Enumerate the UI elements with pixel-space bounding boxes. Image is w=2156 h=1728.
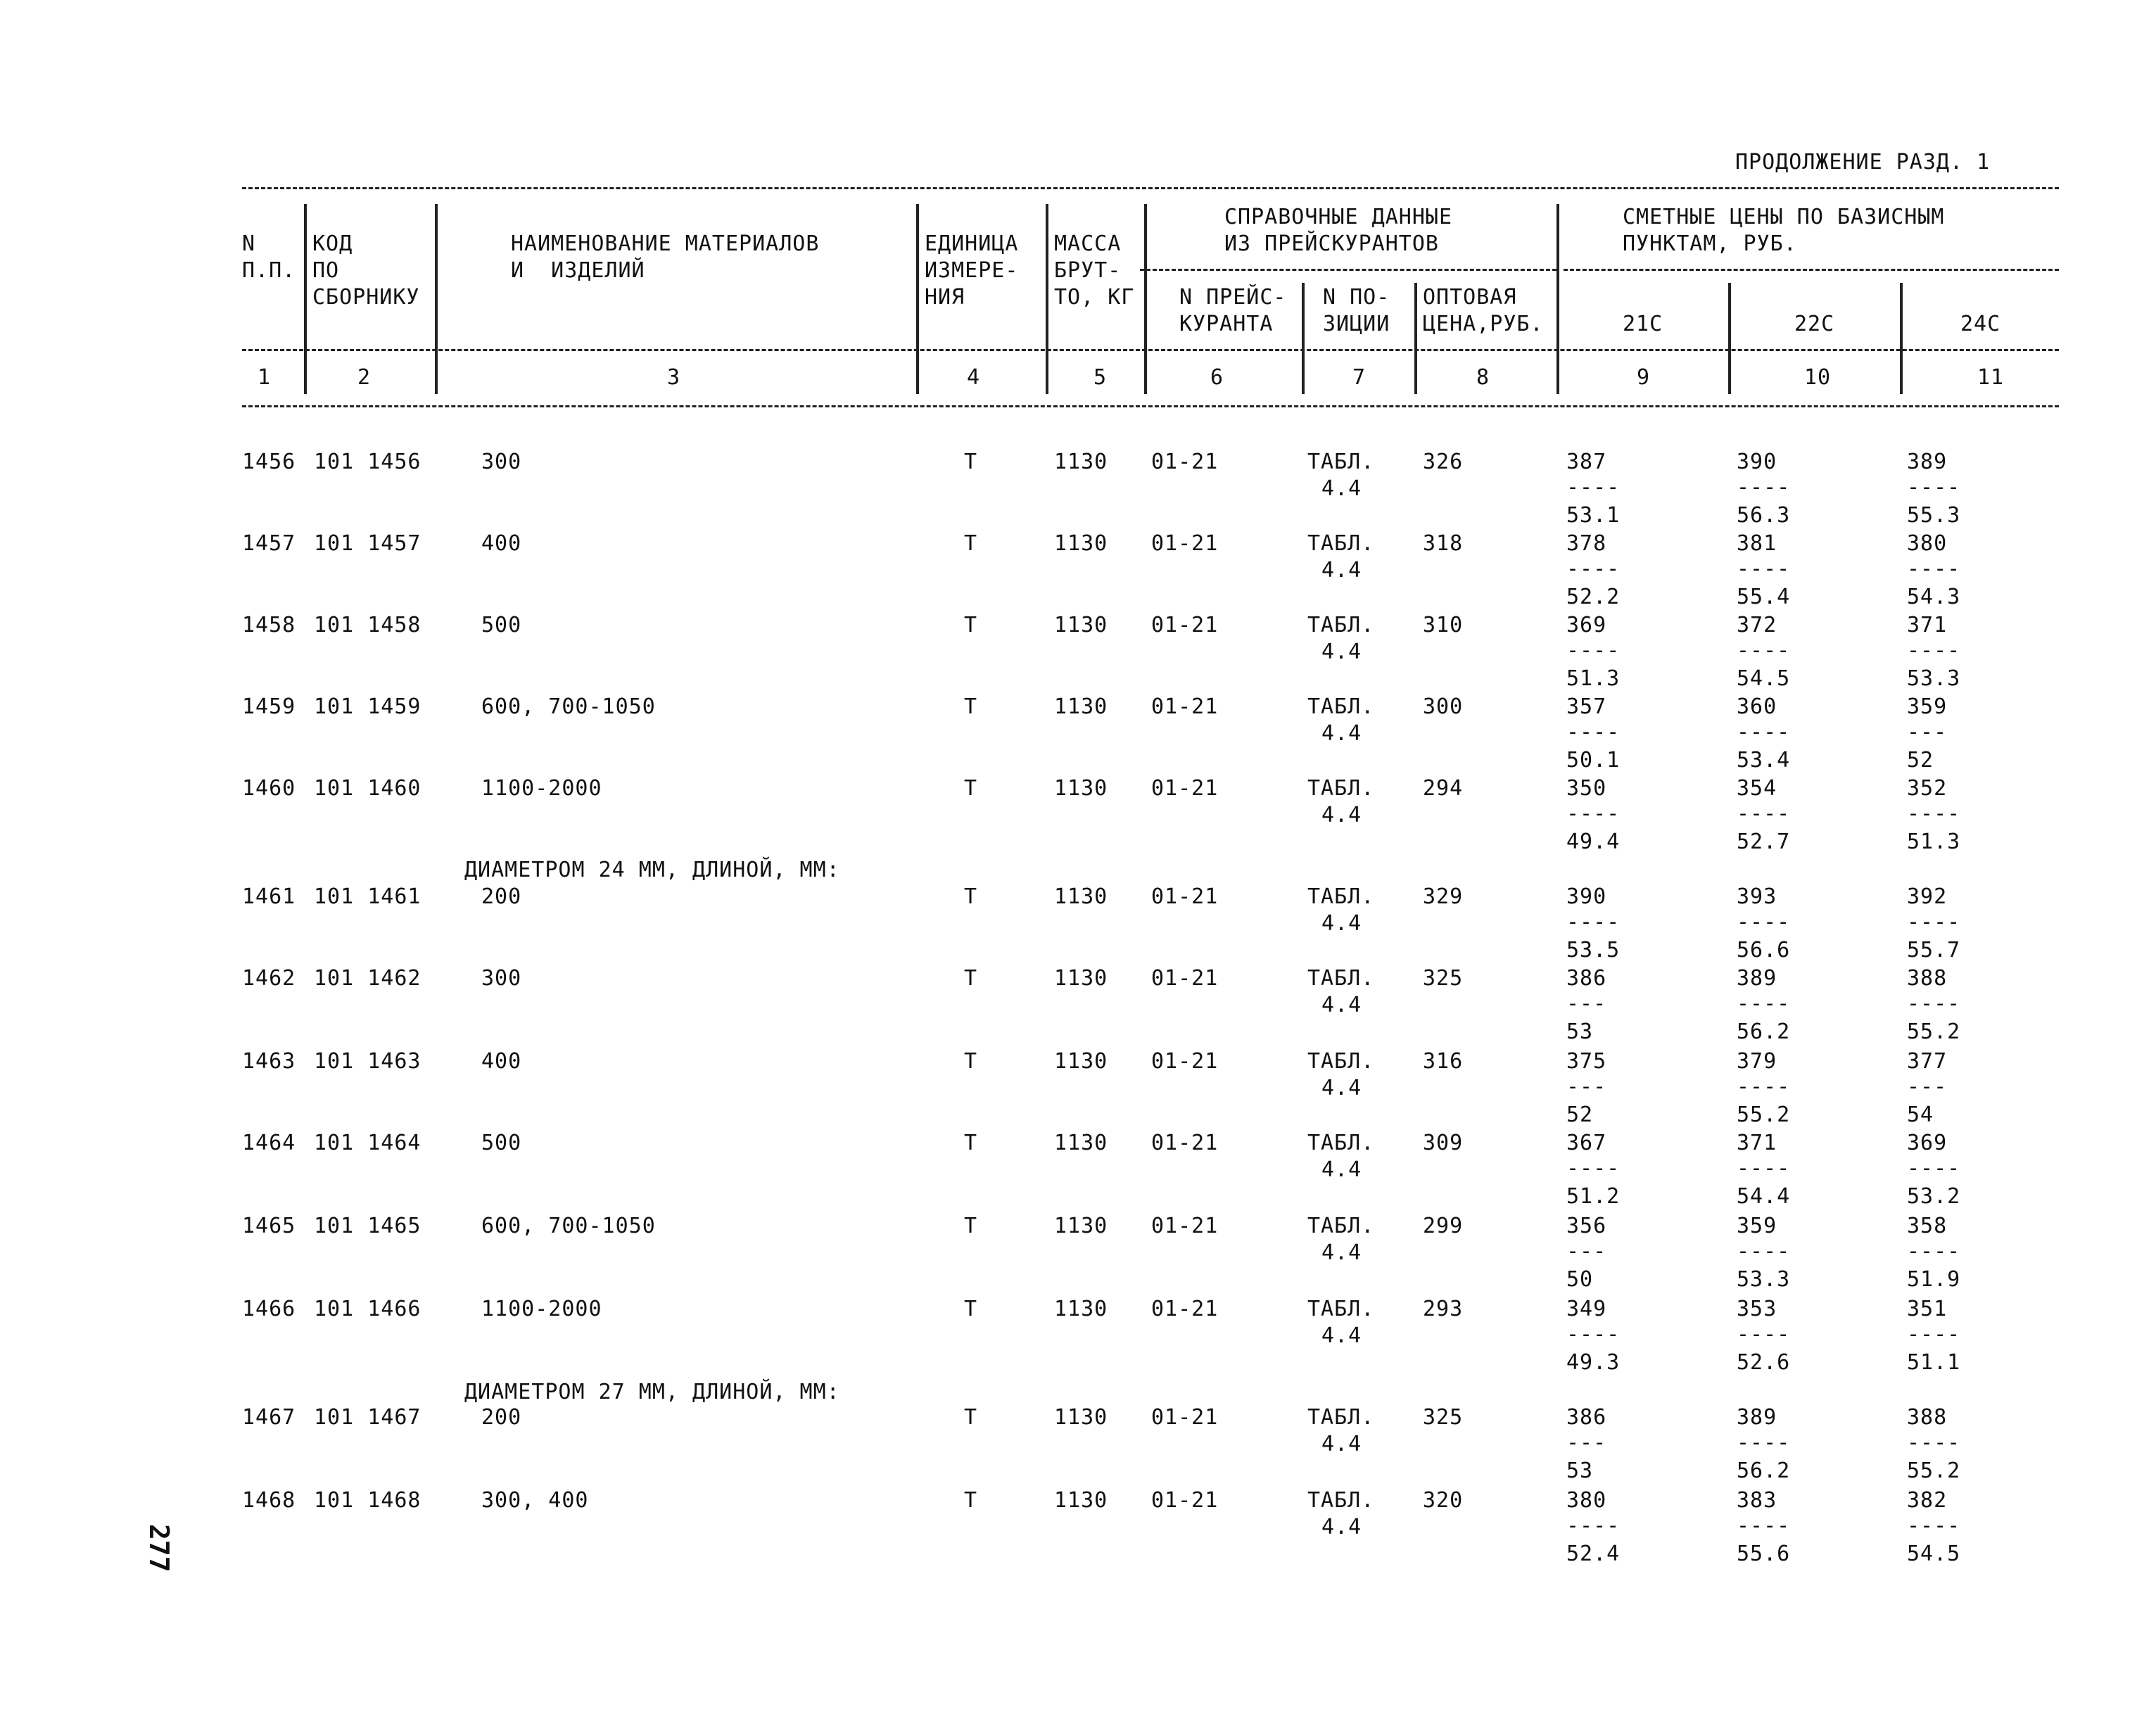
row-position: ТАБЛ. bbox=[1307, 450, 1375, 474]
row-name: 400 bbox=[481, 1049, 522, 1074]
row-divider-24c: ---- bbox=[1907, 991, 1961, 1016]
row-divider-21c: ---- bbox=[1566, 720, 1621, 744]
row-price-22c: 390 bbox=[1737, 450, 1777, 474]
row-position-table: 4.4 bbox=[1321, 993, 1362, 1017]
row-price-24c: 352 bbox=[1907, 776, 1948, 801]
row-freight-21c: 53.5 bbox=[1566, 938, 1621, 963]
row-code: 101 1464 bbox=[314, 1131, 421, 1155]
column-number-rule bbox=[242, 405, 2059, 407]
header-code: КОД bbox=[312, 231, 353, 256]
header-unit: ЕДИНИЦА bbox=[925, 231, 1019, 256]
row-price-21c: 349 bbox=[1566, 1297, 1607, 1321]
row-unit: Т bbox=[964, 450, 978, 474]
row-freight-24c: 54 bbox=[1907, 1103, 1934, 1127]
row-freight-21c: 52 bbox=[1566, 1103, 1594, 1127]
row-price-21c: 378 bbox=[1566, 531, 1607, 556]
row-price-21c: 390 bbox=[1566, 884, 1607, 909]
row-mass: 1130 bbox=[1054, 450, 1108, 474]
row-divider-21c: ---- bbox=[1566, 1322, 1621, 1347]
row-position-table: 4.4 bbox=[1321, 1240, 1362, 1265]
row-number: 1466 bbox=[242, 1297, 296, 1321]
row-divider-24c: ---- bbox=[1907, 638, 1961, 663]
row-mass: 1130 bbox=[1054, 694, 1108, 719]
row-position-table: 4.4 bbox=[1321, 640, 1362, 664]
row-freight-21c: 53.1 bbox=[1566, 503, 1621, 528]
row-price-21c: 356 bbox=[1566, 1214, 1607, 1238]
row-number: 1458 bbox=[242, 613, 296, 637]
row-wholesale-price: 299 bbox=[1423, 1214, 1464, 1238]
row-wholesale-price: 318 bbox=[1423, 531, 1464, 556]
header-position-2: ЗИЦИИ bbox=[1323, 312, 1390, 336]
row-name: 400 bbox=[481, 531, 522, 556]
row-unit: Т bbox=[964, 884, 978, 909]
row-name: 300 bbox=[481, 450, 522, 474]
subheader-rule-right bbox=[1564, 269, 2059, 271]
row-wholesale-price: 325 bbox=[1423, 1405, 1464, 1430]
row-wholesale-price: 326 bbox=[1423, 450, 1464, 474]
header-ref-2: ИЗ ПРЕЙСКУРАНТОВ bbox=[1224, 231, 1439, 256]
row-price-21c: 367 bbox=[1566, 1131, 1607, 1155]
header-name: НАИМЕНОВАНИЕ МАТЕРИАЛОВ bbox=[511, 231, 820, 256]
row-freight-22c: 56.3 bbox=[1737, 503, 1791, 528]
row-divider-22c: ---- bbox=[1737, 1239, 1791, 1264]
row-price-list: 01-21 bbox=[1151, 1049, 1219, 1074]
header-mass-3: ТО, КГ bbox=[1054, 285, 1135, 310]
row-divider-24c: ---- bbox=[1907, 1156, 1961, 1181]
row-divider-22c: ---- bbox=[1737, 720, 1791, 744]
row-freight-21c: 53 bbox=[1566, 1459, 1594, 1483]
row-price-22c: 389 bbox=[1737, 1405, 1777, 1430]
col-num-10: 10 bbox=[1804, 365, 1832, 390]
header-code-sbornik: СБОРНИКУ bbox=[312, 285, 420, 310]
row-wholesale-price: 294 bbox=[1423, 776, 1464, 801]
row-price-21c: 375 bbox=[1566, 1049, 1607, 1074]
row-unit: Т bbox=[964, 776, 978, 801]
header-ref: СПРАВОЧНЫЕ ДАННЫЕ bbox=[1224, 205, 1453, 229]
row-divider-22c: ---- bbox=[1737, 475, 1791, 500]
col-sep-2 bbox=[435, 204, 438, 394]
row-name: 200 bbox=[481, 884, 522, 909]
row-freight-21c: 49.4 bbox=[1566, 830, 1621, 854]
row-position-table: 4.4 bbox=[1321, 1515, 1362, 1539]
row-freight-22c: 52.7 bbox=[1737, 830, 1791, 854]
row-number: 1467 bbox=[242, 1405, 296, 1430]
row-price-list: 01-21 bbox=[1151, 694, 1219, 719]
row-price-list: 01-21 bbox=[1151, 531, 1219, 556]
row-freight-21c: 51.2 bbox=[1566, 1184, 1621, 1209]
row-divider-22c: ---- bbox=[1737, 1074, 1791, 1099]
row-name: 600, 700-1050 bbox=[481, 1214, 656, 1238]
header-code-po: ПО bbox=[312, 258, 340, 283]
row-position-table: 4.4 bbox=[1321, 1157, 1362, 1182]
row-price-24c: 377 bbox=[1907, 1049, 1948, 1074]
row-freight-24c: 55.2 bbox=[1907, 1019, 1961, 1044]
row-mass: 1130 bbox=[1054, 966, 1108, 991]
row-code: 101 1462 bbox=[314, 966, 421, 991]
row-price-22c: 372 bbox=[1737, 613, 1777, 637]
row-divider-21c: ---- bbox=[1566, 1156, 1621, 1181]
row-position: ТАБЛ. bbox=[1307, 1297, 1375, 1321]
row-divider-21c: --- bbox=[1566, 991, 1607, 1016]
row-number: 1468 bbox=[242, 1488, 296, 1513]
row-price-list: 01-21 bbox=[1151, 1297, 1219, 1321]
row-divider-21c: ---- bbox=[1566, 475, 1621, 500]
col-sep-1 bbox=[304, 204, 307, 394]
row-code: 101 1463 bbox=[314, 1049, 421, 1074]
row-position-table: 4.4 bbox=[1321, 476, 1362, 501]
row-divider-21c: ---- bbox=[1566, 910, 1621, 934]
row-code: 101 1461 bbox=[314, 884, 421, 909]
header-mass-2: БРУТ- bbox=[1054, 258, 1122, 283]
header-price-list: N ПРЕЙС- bbox=[1179, 285, 1287, 310]
row-divider-24c: ---- bbox=[1907, 557, 1961, 581]
row-divider-22c: ---- bbox=[1737, 801, 1791, 826]
row-divider-24c: ---- bbox=[1907, 1513, 1961, 1538]
row-name: 1100-2000 bbox=[481, 776, 602, 801]
row-position: ТАБЛ. bbox=[1307, 1488, 1375, 1513]
row-divider-21c: ---- bbox=[1566, 557, 1621, 581]
row-freight-22c: 55.4 bbox=[1737, 585, 1791, 609]
row-name: 300 bbox=[481, 966, 522, 991]
row-price-22c: 354 bbox=[1737, 776, 1777, 801]
row-mass: 1130 bbox=[1054, 884, 1108, 909]
row-position-table: 4.4 bbox=[1321, 558, 1362, 583]
row-price-21c: 386 bbox=[1566, 966, 1607, 991]
row-price-21c: 380 bbox=[1566, 1488, 1607, 1513]
col-num-1: 1 bbox=[258, 365, 272, 390]
col-sep-10 bbox=[1900, 283, 1903, 394]
row-divider-21c: ---- bbox=[1566, 801, 1621, 826]
row-code: 101 1456 bbox=[314, 450, 421, 474]
col-num-3: 3 bbox=[667, 365, 681, 390]
row-divider-24c: ---- bbox=[1907, 910, 1961, 934]
row-price-24c: 388 bbox=[1907, 966, 1948, 991]
row-freight-22c: 53.3 bbox=[1737, 1267, 1791, 1292]
row-price-list: 01-21 bbox=[1151, 884, 1219, 909]
row-position-table: 4.4 bbox=[1321, 911, 1362, 936]
row-mass: 1130 bbox=[1054, 1214, 1108, 1238]
header-bottom-rule bbox=[242, 349, 2059, 351]
row-price-22c: 381 bbox=[1737, 531, 1777, 556]
row-divider-22c: ---- bbox=[1737, 557, 1791, 581]
row-price-22c: 383 bbox=[1737, 1488, 1777, 1513]
col-num-6: 6 bbox=[1210, 365, 1224, 390]
row-price-22c: 389 bbox=[1737, 966, 1777, 991]
row-divider-24c: ---- bbox=[1907, 1430, 1961, 1455]
row-mass: 1130 bbox=[1054, 1049, 1108, 1074]
row-divider-21c: ---- bbox=[1566, 1513, 1621, 1538]
row-position: ТАБЛ. bbox=[1307, 884, 1375, 909]
row-position: ТАБЛ. bbox=[1307, 1405, 1375, 1430]
row-freight-24c: 51.1 bbox=[1907, 1350, 1961, 1375]
row-freight-24c: 52 bbox=[1907, 748, 1934, 773]
row-price-24c: 359 bbox=[1907, 694, 1948, 719]
row-price-21c: 350 bbox=[1566, 776, 1607, 801]
row-mass: 1130 bbox=[1054, 531, 1108, 556]
section-label: ДИАМЕТРОМ 24 ММ, ДЛИНОЙ, ММ: bbox=[464, 858, 840, 882]
row-divider-21c: ---- bbox=[1566, 638, 1621, 663]
row-divider-21c: --- bbox=[1566, 1239, 1607, 1264]
col-num-2: 2 bbox=[357, 365, 372, 390]
row-freight-24c: 55.3 bbox=[1907, 503, 1961, 528]
row-divider-22c: ---- bbox=[1737, 1322, 1791, 1347]
row-position: ТАБЛ. bbox=[1307, 1049, 1375, 1074]
row-number: 1460 bbox=[242, 776, 296, 801]
row-number: 1464 bbox=[242, 1131, 296, 1155]
row-divider-21c: --- bbox=[1566, 1430, 1607, 1455]
row-unit: Т bbox=[964, 1049, 978, 1074]
row-code: 101 1468 bbox=[314, 1488, 421, 1513]
row-price-21c: 357 bbox=[1566, 694, 1607, 719]
row-freight-21c: 51.3 bbox=[1566, 666, 1621, 691]
row-name: 500 bbox=[481, 613, 522, 637]
row-price-24c: 380 bbox=[1907, 531, 1948, 556]
col-sep-6 bbox=[1302, 283, 1305, 394]
row-price-22c: 379 bbox=[1737, 1049, 1777, 1074]
row-divider-21c: --- bbox=[1566, 1074, 1607, 1099]
row-wholesale-price: 300 bbox=[1423, 694, 1464, 719]
row-freight-22c: 54.4 bbox=[1737, 1184, 1791, 1209]
row-position-table: 4.4 bbox=[1321, 721, 1362, 746]
row-price-list: 01-21 bbox=[1151, 1405, 1219, 1430]
row-price-21c: 369 bbox=[1566, 613, 1607, 637]
row-divider-22c: ---- bbox=[1737, 910, 1791, 934]
col-num-8: 8 bbox=[1476, 365, 1490, 390]
row-position: ТАБЛ. bbox=[1307, 531, 1375, 556]
row-freight-24c: 51.3 bbox=[1907, 830, 1961, 854]
row-position: ТАБЛ. bbox=[1307, 1131, 1375, 1155]
row-divider-24c: --- bbox=[1907, 1074, 1948, 1099]
row-unit: Т bbox=[964, 966, 978, 991]
row-mass: 1130 bbox=[1054, 1297, 1108, 1321]
row-price-21c: 386 bbox=[1566, 1405, 1607, 1430]
row-code: 101 1460 bbox=[314, 776, 421, 801]
row-divider-22c: ---- bbox=[1737, 1156, 1791, 1181]
row-price-22c: 371 bbox=[1737, 1131, 1777, 1155]
col-num-9: 9 bbox=[1637, 365, 1651, 390]
row-number: 1462 bbox=[242, 966, 296, 991]
page-number: 277 bbox=[144, 1524, 175, 1573]
row-number: 1457 bbox=[242, 531, 296, 556]
row-position-table: 4.4 bbox=[1321, 1076, 1362, 1100]
row-freight-24c: 55.7 bbox=[1907, 938, 1961, 963]
header-wholesale-2: ЦЕНА,РУБ. bbox=[1423, 312, 1544, 336]
row-freight-24c: 54.3 bbox=[1907, 585, 1961, 609]
col-num-5: 5 bbox=[1093, 365, 1108, 390]
row-freight-21c: 52.2 bbox=[1566, 585, 1621, 609]
col-sep-7 bbox=[1414, 283, 1417, 394]
col-sep-4 bbox=[1046, 204, 1048, 394]
row-name: 600, 700-1050 bbox=[481, 694, 656, 719]
row-unit: Т bbox=[964, 1488, 978, 1513]
row-position-table: 4.4 bbox=[1321, 1432, 1362, 1456]
row-code: 101 1466 bbox=[314, 1297, 421, 1321]
row-name: 300, 400 bbox=[481, 1488, 589, 1513]
header-wholesale: ОПТОВАЯ bbox=[1423, 285, 1517, 310]
row-price-list: 01-21 bbox=[1151, 1488, 1219, 1513]
row-freight-22c: 56.6 bbox=[1737, 938, 1791, 963]
header-21c: 21С bbox=[1623, 312, 1663, 336]
row-mass: 1130 bbox=[1054, 776, 1108, 801]
row-freight-24c: 53.2 bbox=[1907, 1184, 1961, 1209]
row-name: 500 bbox=[481, 1131, 522, 1155]
row-code: 101 1457 bbox=[314, 531, 421, 556]
row-freight-22c: 56.2 bbox=[1737, 1459, 1791, 1483]
col-num-4: 4 bbox=[967, 365, 981, 390]
header-position: N ПО- bbox=[1323, 285, 1390, 310]
header-price-list-2: КУРАНТА bbox=[1179, 312, 1274, 336]
row-wholesale-price: 310 bbox=[1423, 613, 1464, 637]
row-freight-22c: 52.6 bbox=[1737, 1350, 1791, 1375]
col-num-7: 7 bbox=[1352, 365, 1366, 390]
row-name: 1100-2000 bbox=[481, 1297, 602, 1321]
row-mass: 1130 bbox=[1054, 1488, 1108, 1513]
row-freight-21c: 49.3 bbox=[1566, 1350, 1621, 1375]
header-estimate-2: ПУНКТАМ, РУБ. bbox=[1623, 231, 1797, 256]
header-estimate: СМЕТНЫЕ ЦЕНЫ ПО БАЗИСНЫМ bbox=[1623, 205, 1945, 229]
row-freight-24c: 53.3 bbox=[1907, 666, 1961, 691]
continuation-header: ПРОДОЛЖЕНИЕ РАЗД. 1 bbox=[1735, 150, 1991, 174]
row-mass: 1130 bbox=[1054, 1131, 1108, 1155]
row-code: 101 1465 bbox=[314, 1214, 421, 1238]
row-mass: 1130 bbox=[1054, 613, 1108, 637]
row-number: 1461 bbox=[242, 884, 296, 909]
row-price-list: 01-21 bbox=[1151, 966, 1219, 991]
row-freight-22c: 56.2 bbox=[1737, 1019, 1791, 1044]
row-price-24c: 389 bbox=[1907, 450, 1948, 474]
row-divider-22c: ---- bbox=[1737, 991, 1791, 1016]
row-divider-24c: ---- bbox=[1907, 475, 1961, 500]
row-unit: Т bbox=[964, 694, 978, 719]
row-freight-21c: 52.4 bbox=[1566, 1542, 1621, 1566]
col-sep-8 bbox=[1556, 204, 1559, 394]
row-price-24c: 351 bbox=[1907, 1297, 1948, 1321]
row-number: 1459 bbox=[242, 694, 296, 719]
row-freight-24c: 55.2 bbox=[1907, 1459, 1961, 1483]
row-wholesale-price: 316 bbox=[1423, 1049, 1464, 1074]
row-wholesale-price: 320 bbox=[1423, 1488, 1464, 1513]
row-number: 1463 bbox=[242, 1049, 296, 1074]
row-price-list: 01-21 bbox=[1151, 776, 1219, 801]
row-wholesale-price: 309 bbox=[1423, 1131, 1464, 1155]
row-price-24c: 358 bbox=[1907, 1214, 1948, 1238]
row-price-24c: 388 bbox=[1907, 1405, 1948, 1430]
row-price-24c: 369 bbox=[1907, 1131, 1948, 1155]
row-price-list: 01-21 bbox=[1151, 1131, 1219, 1155]
col-num-11: 11 bbox=[1977, 365, 2005, 390]
row-number: 1465 bbox=[242, 1214, 296, 1238]
row-position: ТАБЛ. bbox=[1307, 1214, 1375, 1238]
row-code: 101 1458 bbox=[314, 613, 421, 637]
row-divider-22c: ---- bbox=[1737, 1430, 1791, 1455]
row-divider-24c: ---- bbox=[1907, 1322, 1961, 1347]
row-position-table: 4.4 bbox=[1321, 1323, 1362, 1348]
col-sep-9 bbox=[1728, 283, 1731, 394]
row-unit: Т bbox=[964, 1405, 978, 1430]
row-price-22c: 393 bbox=[1737, 884, 1777, 909]
row-price-21c: 387 bbox=[1566, 450, 1607, 474]
header-unit-3: НИЯ bbox=[925, 285, 965, 310]
header-n-pp: П.П. bbox=[242, 258, 296, 283]
subheader-rule bbox=[1140, 269, 1556, 271]
row-unit: Т bbox=[964, 1131, 978, 1155]
row-wholesale-price: 325 bbox=[1423, 966, 1464, 991]
row-divider-22c: ---- bbox=[1737, 638, 1791, 663]
row-freight-22c: 55.2 bbox=[1737, 1103, 1791, 1127]
header-24c: 24С bbox=[1960, 312, 2001, 336]
row-divider-24c: ---- bbox=[1907, 801, 1961, 826]
top-rule bbox=[242, 187, 2059, 189]
section-label: ДИАМЕТРОМ 27 ММ, ДЛИНОЙ, ММ: bbox=[464, 1380, 840, 1404]
row-price-list: 01-21 bbox=[1151, 613, 1219, 637]
row-freight-21c: 53 bbox=[1566, 1019, 1594, 1044]
row-unit: Т bbox=[964, 1214, 978, 1238]
col-sep-3 bbox=[916, 204, 919, 394]
row-price-list: 01-21 bbox=[1151, 450, 1219, 474]
row-unit: Т bbox=[964, 531, 978, 556]
row-code: 101 1459 bbox=[314, 694, 421, 719]
row-freight-22c: 53.4 bbox=[1737, 748, 1791, 773]
row-price-24c: 371 bbox=[1907, 613, 1948, 637]
row-freight-21c: 50.1 bbox=[1566, 748, 1621, 773]
header-22c: 22С bbox=[1794, 312, 1835, 336]
row-position: ТАБЛ. bbox=[1307, 776, 1375, 801]
row-unit: Т bbox=[964, 613, 978, 637]
row-position: ТАБЛ. bbox=[1307, 694, 1375, 719]
row-freight-22c: 54.5 bbox=[1737, 666, 1791, 691]
col-sep-5 bbox=[1144, 204, 1147, 394]
header-name-2: И ИЗДЕЛИЙ bbox=[511, 258, 645, 283]
row-name: 200 bbox=[481, 1405, 522, 1430]
header-n: N bbox=[242, 231, 256, 256]
row-price-22c: 359 bbox=[1737, 1214, 1777, 1238]
row-wholesale-price: 329 bbox=[1423, 884, 1464, 909]
row-divider-24c: --- bbox=[1907, 720, 1948, 744]
row-wholesale-price: 293 bbox=[1423, 1297, 1464, 1321]
row-freight-24c: 51.9 bbox=[1907, 1267, 1961, 1292]
row-price-22c: 360 bbox=[1737, 694, 1777, 719]
row-freight-24c: 54.5 bbox=[1907, 1542, 1961, 1566]
header-unit-2: ИЗМЕРЕ- bbox=[925, 258, 1019, 283]
header-mass: МАССА bbox=[1054, 231, 1122, 256]
row-price-24c: 392 bbox=[1907, 884, 1948, 909]
row-number: 1456 bbox=[242, 450, 296, 474]
row-price-24c: 382 bbox=[1907, 1488, 1948, 1513]
row-price-22c: 353 bbox=[1737, 1297, 1777, 1321]
row-divider-22c: ---- bbox=[1737, 1513, 1791, 1538]
row-position: ТАБЛ. bbox=[1307, 966, 1375, 991]
row-freight-21c: 50 bbox=[1566, 1267, 1594, 1292]
row-unit: Т bbox=[964, 1297, 978, 1321]
row-position: ТАБЛ. bbox=[1307, 613, 1375, 637]
row-position-table: 4.4 bbox=[1321, 803, 1362, 827]
row-mass: 1130 bbox=[1054, 1405, 1108, 1430]
row-code: 101 1467 bbox=[314, 1405, 421, 1430]
row-freight-22c: 55.6 bbox=[1737, 1542, 1791, 1566]
row-divider-24c: ---- bbox=[1907, 1239, 1961, 1264]
row-price-list: 01-21 bbox=[1151, 1214, 1219, 1238]
